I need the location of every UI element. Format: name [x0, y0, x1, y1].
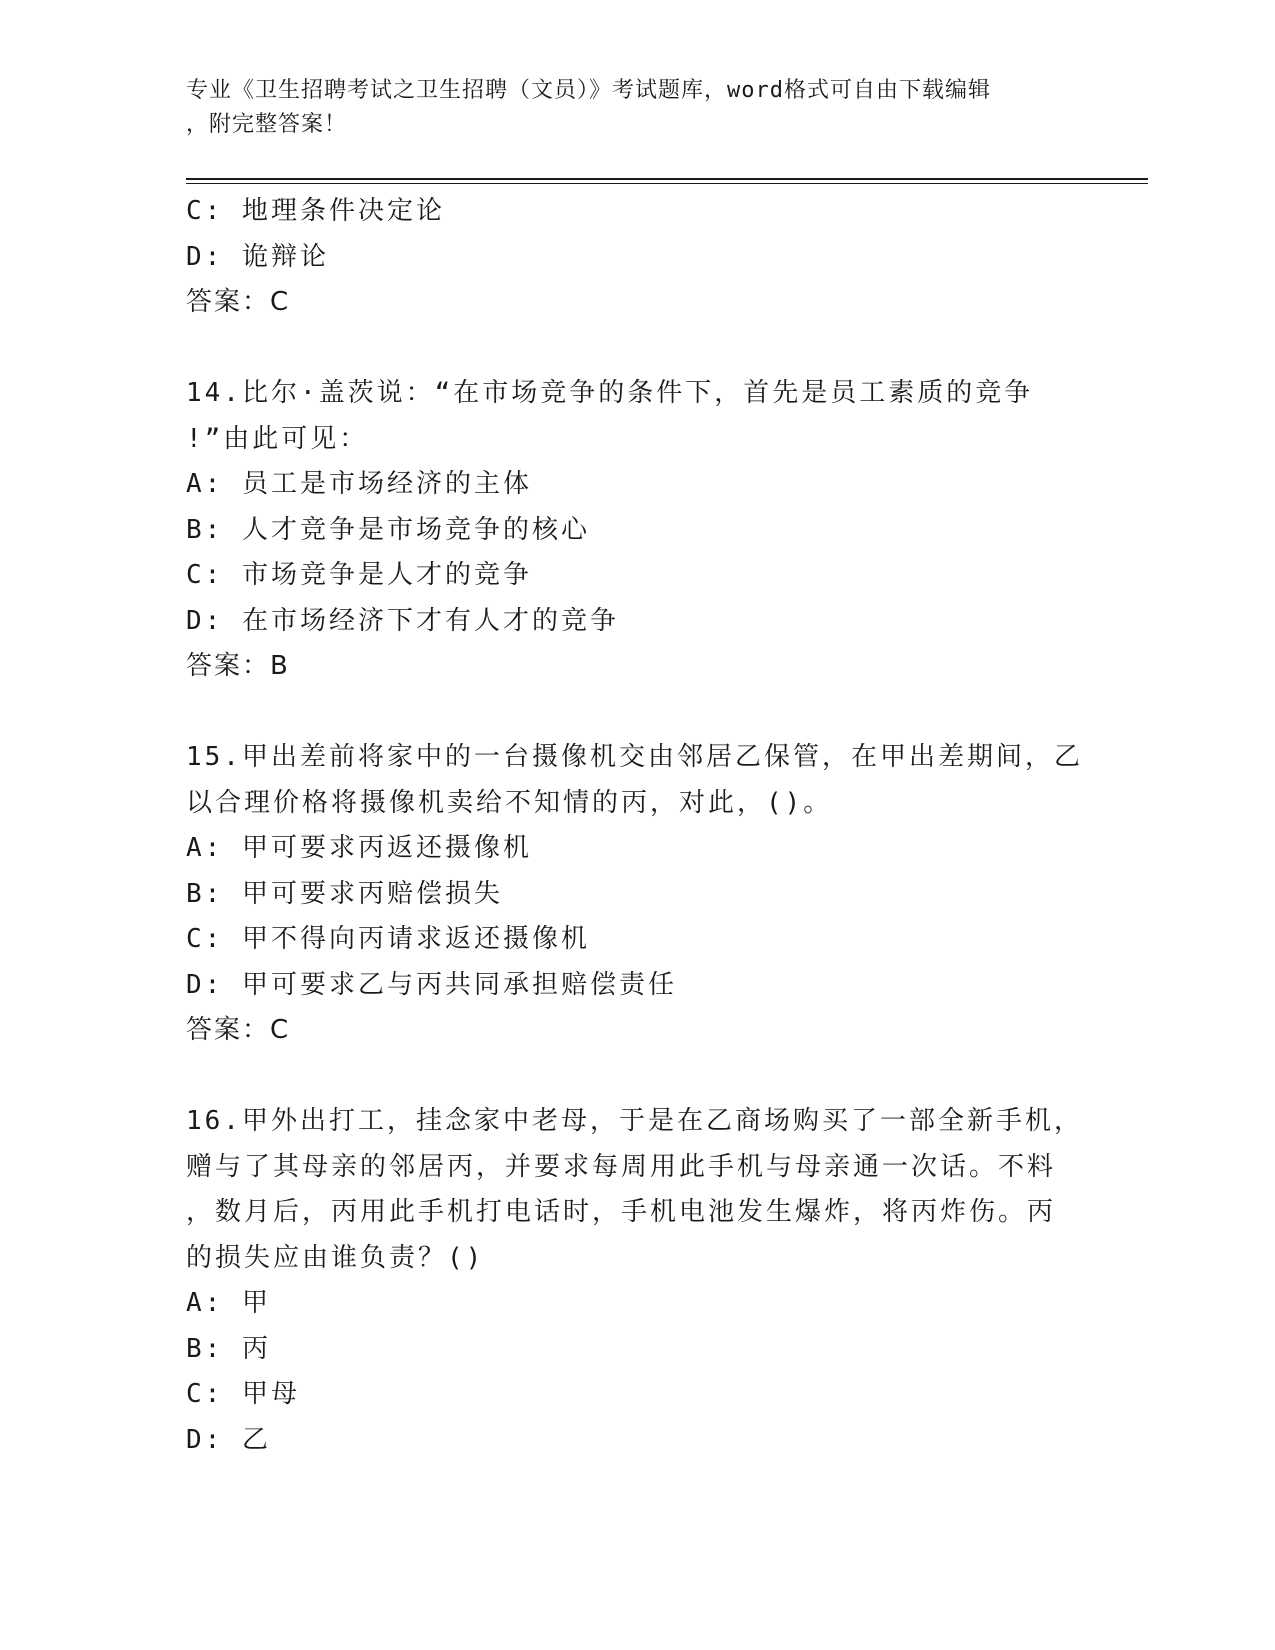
spacer [186, 690, 1086, 736]
question-13-tail [186, 189, 1086, 326]
header-line-2: ，附完整答案！ [186, 112, 348, 137]
question-stem-line: 的损失应由谁负责？() [186, 1242, 485, 1273]
question-15 [186, 735, 1086, 1054]
option-d: D: 甲可要求乙与丙共同承担赔偿责任 [186, 969, 677, 1000]
question-stem-line: 以合理价格将摄像机卖给不知情的丙，对此，()。 [186, 787, 833, 818]
question-stem-line: 赠与了其母亲的邻居丙，并要求每周用此手机与母亲通一次话。不料 [186, 1151, 1057, 1182]
question-stem-line: !”由此可见： [186, 423, 369, 454]
option-c: C: 地理条件决定论 [186, 196, 445, 226]
option-c: C: 甲母 [186, 1379, 300, 1409]
answer-line: 答案：C [186, 287, 291, 317]
option-c: C: 市场竞争是人才的竞争 [186, 560, 532, 590]
question-14 [186, 371, 1086, 690]
answer-line: 答案：B [186, 651, 290, 681]
question-stem-line: ，数月后，丙用此手机打电话时，手机电池发生爆炸，将丙炸伤。丙 [186, 1197, 1057, 1227]
header-divider-thin [186, 183, 1148, 184]
question-16 [186, 1099, 1086, 1463]
header-line-1: 专业《卫生招聘考试之卫生招聘（文员）》考试题库，word格式可自由下载编辑 [186, 78, 991, 103]
question-stem-line: 16.甲外出打工，挂念家中老母，于是在乙商场购买了一部全新手机， [186, 1106, 1083, 1136]
option-d: D: 诡辩论 [186, 241, 329, 272]
page-header [186, 74, 1066, 142]
header-divider [186, 178, 1148, 180]
question-stem-line: 14.比尔·盖茨说：“在市场竞争的条件下，首先是员工素质的竞争 [186, 378, 1034, 408]
option-c: C: 甲不得向丙请求返还摄像机 [186, 924, 590, 954]
option-a: A: 员工是市场经济的主体 [186, 469, 532, 499]
option-b: B: 人才竞争是市场竞争的核心 [186, 514, 590, 545]
option-d: D: 乙 [186, 1424, 271, 1455]
spacer [186, 326, 1086, 372]
question-stem-line: 15.甲出差前将家中的一台摄像机交由邻居乙保管，在甲出差期间，乙 [186, 742, 1083, 772]
option-a: A: 甲 [186, 1288, 271, 1318]
spacer [186, 1054, 1086, 1100]
option-a: A: 甲可要求丙返还摄像机 [186, 833, 532, 863]
question-list [186, 189, 1086, 1463]
option-b: B: 丙 [186, 1333, 271, 1364]
answer-line: 答案：C [186, 1015, 291, 1045]
option-b: B: 甲可要求丙赔偿损失 [186, 878, 503, 909]
option-d: D: 在市场经济下才有人才的竞争 [186, 605, 619, 636]
